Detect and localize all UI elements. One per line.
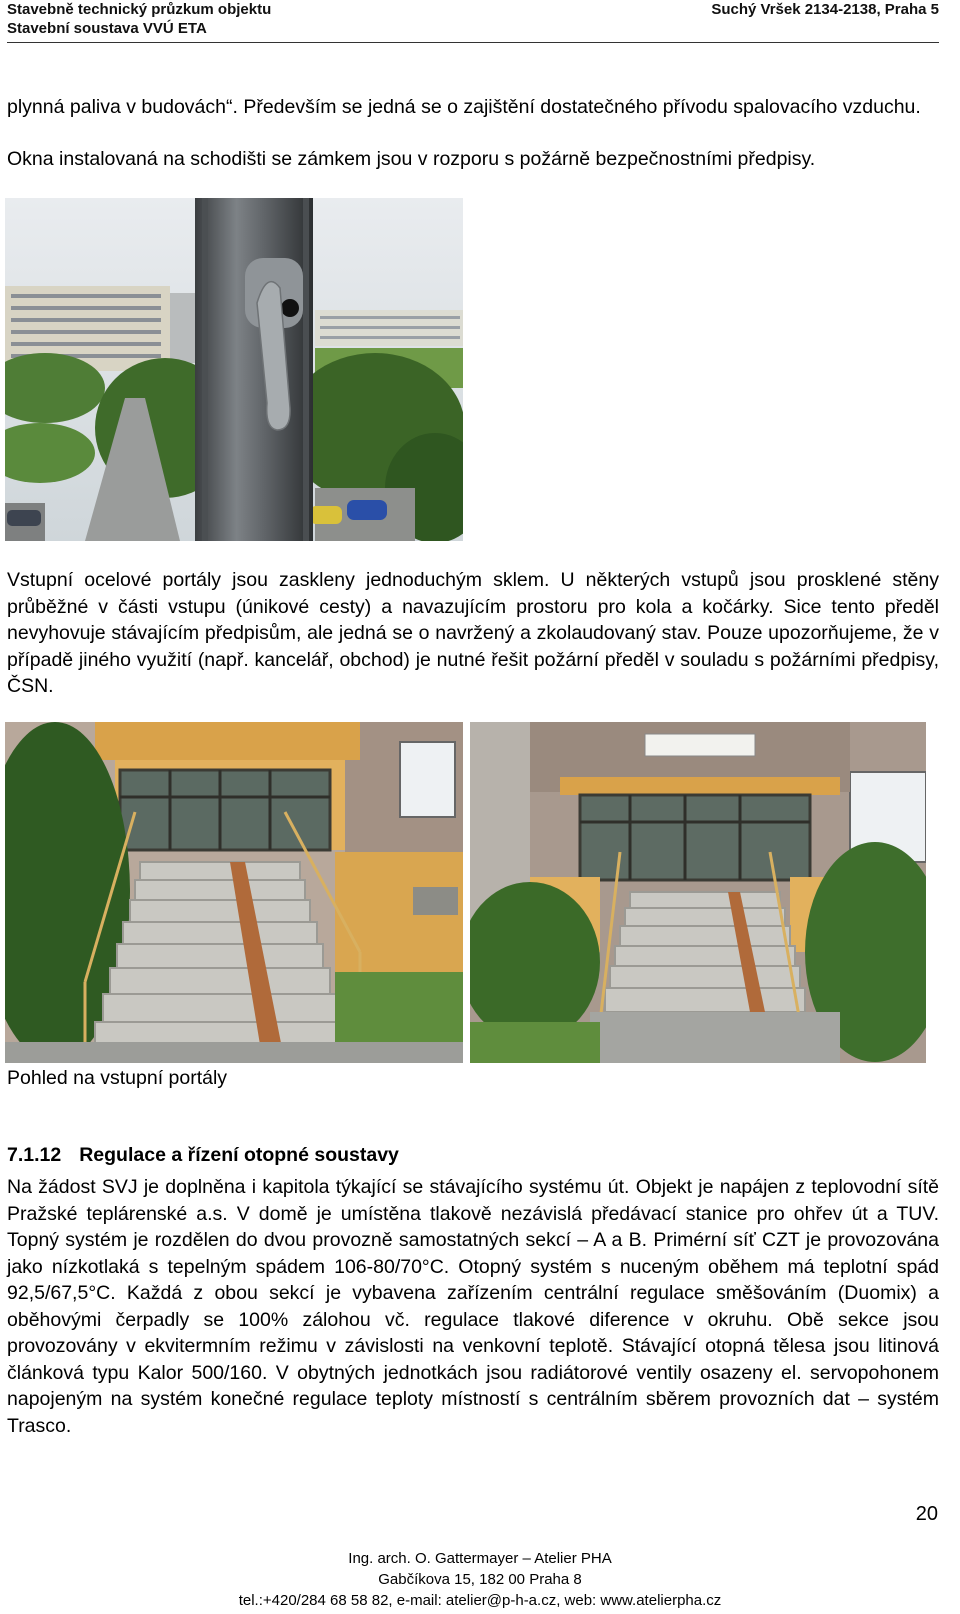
section-text: Na žádost SVJ je doplněna i kapitola týkající se stávajícího systému út. Objekt je napájen z teplovodní sítě Pražské teplárenské a.s. V domě je umístěna tlakově nezávislá předávací stanice pro ohřev út a TUV. Topný systém je rozdělen do dvou provozně samostatných sekcí – A a B. Primérní síť CZT je provozována jako nízkotlaká s tepelným spádem 106-80/70°C. Otopný systém s nuceným oběhem má teplotní spád 92,5/67,5°C. Každá z obou sekcí je vybavena zařízením centrální regulace směšováním (Duomix) a oběhovými čerpadly se 100% zálohou vč. regulace tlakové diference v okruhu. Obě sekce jsou provozovány v ekvitermním režimu v závislosti na venkovní teplotě. Stávající otopná tělesa jsou litinová článková typu Kalor 500/160. V obytných jednotkách jsou radiátorové ventily osazeny el. servopohonem napojeným na systém konečné regulace teploty místností s centrálním sběrem provozních dat – systém Trasco. [7, 1176, 939, 1437]
page-footer [0, 1548, 960, 1611]
header-left [7, 0, 271, 38]
portals-text: Vstupní ocelové portály jsou zaskleny jednoduchým sklem. U některých vstupů jsou prosklené stěny průběžné v části vstupu (únikové cesty) a navazujícím prostoru pro kola a kočárky. Sice tento předěl nevyhovuje stávajícím předpisům, ale jedná se o navržený a zkolaudovaný stav. Pouze upozorňujeme, že v případě jiného využití (např. kancelář, obchod) je nutné řešit požární předěl v souladu s požárními předpisy, ČSN. [7, 569, 939, 697]
section-number: 7.1.12 [7, 1144, 62, 1166]
window-photo-svg [5, 198, 463, 541]
section-heading [7, 1143, 417, 1167]
window-handle-photo [5, 198, 463, 541]
intro-text-2: Okna instalovaná na schodišti se zámkem jsou v rozporu s požárně bezpečnostními předpisy. [7, 148, 816, 170]
page-header [7, 0, 939, 44]
header-document-title: Stavebně technický průzkum objektu [7, 1, 272, 18]
entrance-right-svg [470, 722, 926, 1063]
entrance-portal-right-photo [470, 722, 926, 1063]
header-address: Suchý Vršek 2134-2138, Praha 5 [711, 1, 939, 18]
intro-paragraph-2 [7, 146, 939, 173]
footer-address: Gabčíkova 15, 182 00 Praha 8 [378, 1571, 582, 1588]
intro-text-1: plynná paliva v budovách“. Především se jedná se o zajištění dostatečného přívodu spalovacího vzduchu. [7, 96, 921, 118]
header-system-name: Stavební soustava VVÚ ETA [7, 20, 207, 37]
section-title: Regulace a řízení otopné soustavy [79, 1144, 399, 1166]
photo-caption: Pohled na vstupní portály [7, 1067, 228, 1089]
intro-paragraph-1 [7, 94, 939, 121]
footer-author: Ing. arch. O. Gattermayer – Atelier PHA [348, 1550, 612, 1567]
entrance-left-svg [5, 722, 463, 1063]
entrance-portal-left-photo [5, 722, 463, 1063]
page-number: 20 [915, 1503, 938, 1525]
footer-contact: tel.:+420/284 68 58 82, e-mail: atelier@p-h-a.cz, web: www.atelierpha.cz [238, 1592, 722, 1609]
section-paragraph [7, 1174, 939, 1439]
portals-paragraph [7, 567, 939, 700]
header-divider [7, 42, 939, 43]
